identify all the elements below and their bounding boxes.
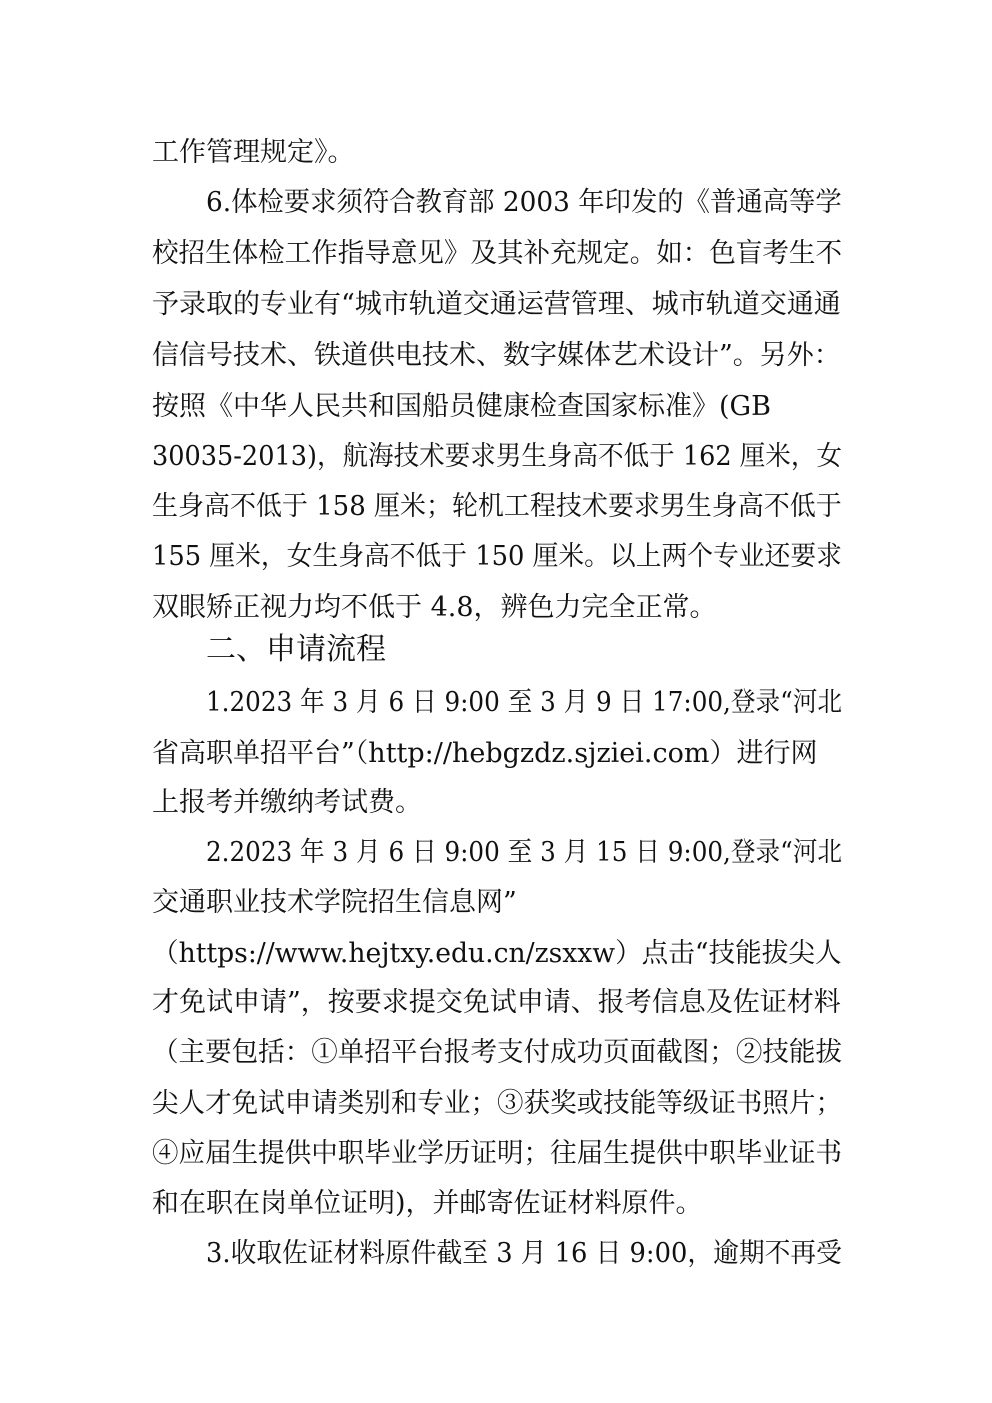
text-line-10: 双眼矫正视力均不低于 4.8，辨色力完全正常。: [152, 592, 717, 623]
text-line-8: 生身高不低于 158 厘米；轮机工程技术要求男生身高不低于: [152, 491, 842, 522]
text-line-13: 省高职单招平台”（http://hebgzdz.sjziei.com）进行网: [152, 738, 818, 769]
text-line-22: 和在职在岗单位证明)，并邮寄佐证材料原件。: [152, 1188, 703, 1219]
text-line-3: 校招生体检工作指导意见》及其补充规定。如：色盲考生不: [152, 238, 842, 269]
text-line-7: 30035-2013)，航海技术要求男生身高不低于 162 厘米，女: [152, 441, 842, 472]
text-line-14: 上报考并缴纳考试费。: [152, 787, 422, 818]
text-line-18: 才免试申请”，按要求提交免试申请、报考信息及佐证材料: [152, 987, 841, 1018]
text-line-2: 6.体检要求须符合教育部 2003 年印发的《普通高等学: [206, 187, 842, 218]
text-line-9: 155 厘米，女生身高不低于 150 厘米。以上两个专业还要求: [152, 541, 842, 572]
text-line-19: （主要包括：①单招平台报考支付成功页面截图；②技能拔: [152, 1037, 842, 1068]
text-line-21: ④应届生提供中职毕业学历证明；往届生提供中职毕业证书: [152, 1138, 842, 1169]
text-line-17: （https://www.hejtxy.edu.cn/zsxxw）点击“技能拔尖人: [152, 938, 842, 969]
text-line-23: 3.收取佐证材料原件截至 3 月 16 日 9:00，逾期不再受: [206, 1238, 842, 1269]
text-line-16: 交通职业技术学院招生信息网”: [152, 887, 517, 918]
text-line-4: 予录取的专业有“城市轨道交通运营管理、城市轨道交通通: [152, 289, 841, 320]
section-heading: 二、申请流程: [206, 632, 386, 667]
text-line-5: 信信号技术、铁道供电技术、数字媒体艺术设计”。另外：: [152, 340, 841, 371]
text-line-6: 按照《中华人民共和国船员健康检查国家标准》(GB: [152, 391, 771, 422]
text-line-12: 1.2023 年 3 月 6 日 9:00 至 3 月 9 日 17:00,登录“河北: [206, 687, 843, 718]
text-line-15: 2.2023 年 3 月 6 日 9:00 至 3 月 15 日 9:00,登录“河北: [206, 837, 843, 868]
text-line-1: 工作管理规定》。: [152, 137, 355, 168]
text-line-20: 尖人才免试申请类别和专业；③获奖或技能等级证书照片；: [152, 1088, 842, 1119]
